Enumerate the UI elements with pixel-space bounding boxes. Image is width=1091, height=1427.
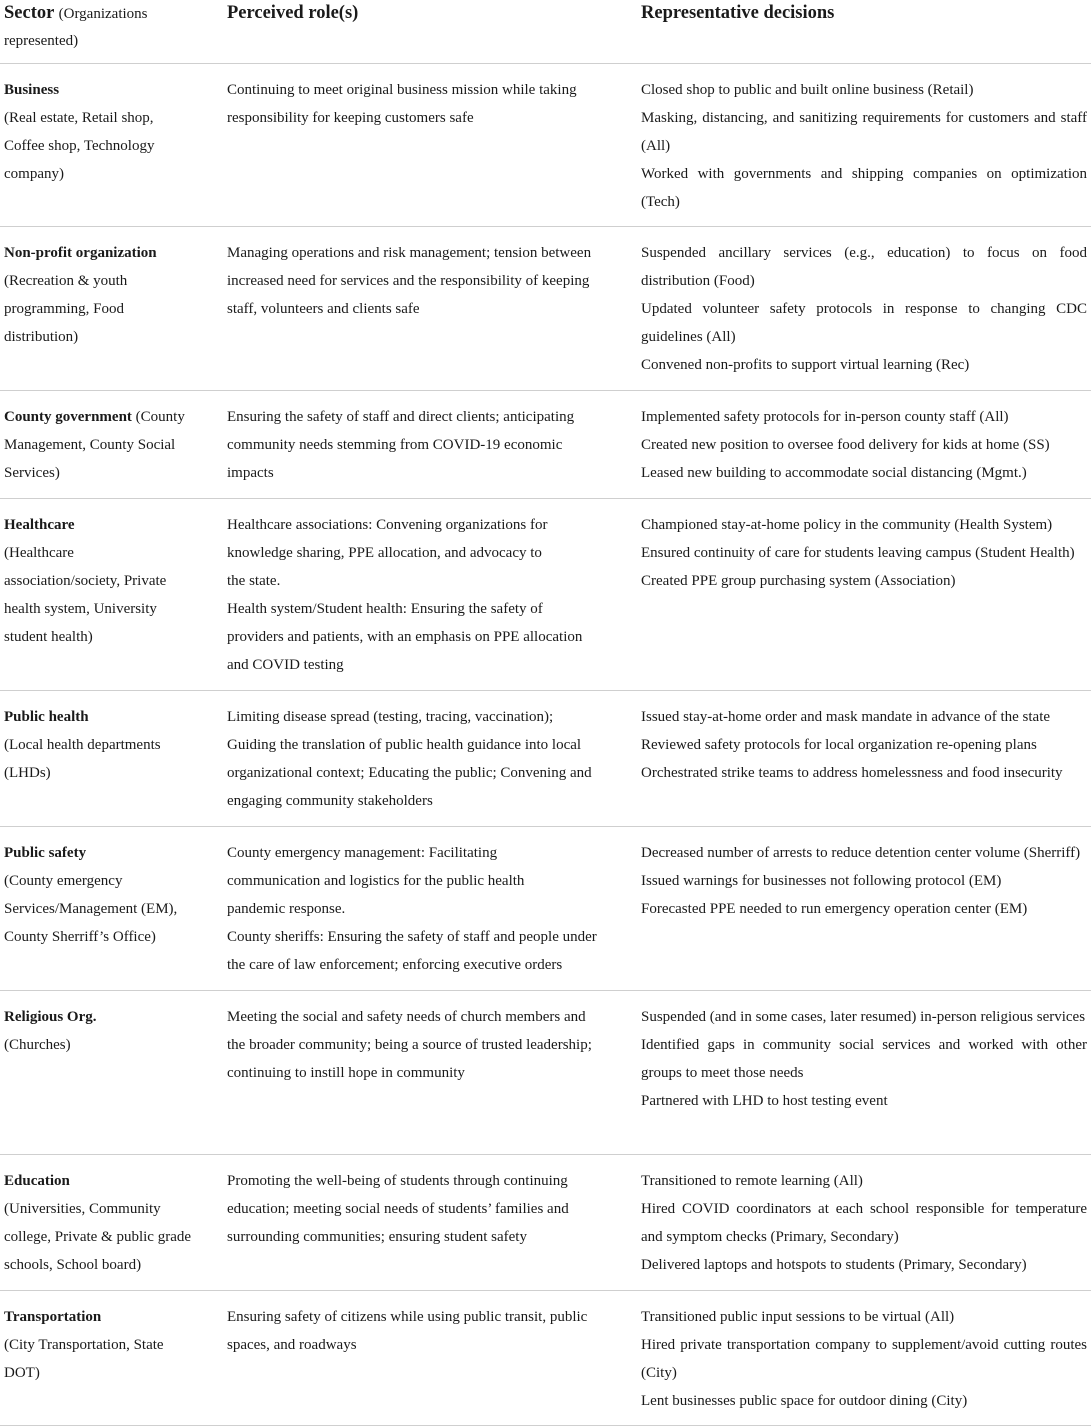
decision-item: Implemented safety protocols for in-person county staff (All) [641,409,1009,425]
roles-cell [227,1303,609,1359]
role-line: the broader community; being a source of trusted leadership; [227,1037,592,1053]
sector-orgs-line: DOT) [4,1365,40,1381]
decisions-cell [641,703,1087,787]
decision-item: Issued warnings for businesses not following protocol (EM) [641,873,1002,889]
decision-item: Created PPE group purchasing system (Association) [641,573,956,589]
sector-orgs-line: County Sherriff’s Office) [4,929,156,945]
role-line: Guiding the translation of public health guidance into local [227,737,582,753]
header-representative-decisions: Representative decisions [641,3,835,23]
role-line: County emergency management: Facilitating [227,845,498,861]
role-line: the state. [227,573,281,589]
role-line: organizational context; Educating the public; Convening and [227,765,592,781]
sector-orgs-line: (County [131,409,185,425]
table-row [0,227,1091,391]
sector-cell [4,1167,204,1279]
roles-cell [227,1003,609,1087]
role-line: Limiting disease spread (testing, tracing, vaccination); [227,709,554,725]
decision-item: Decreased number of arrests to reduce detention center volume (Sherriff) [641,845,1081,861]
sector-cell [4,239,204,351]
sector-name: Education [4,1173,70,1189]
sector-name: County government [4,409,132,425]
decision-item: Hired COVID coordinators at each school responsible for temperature and symptom checks (Primary, Secondary) [641,1201,1087,1245]
header-perceived-roles: Perceived role(s) [227,3,359,23]
decision-item: Orchestrated strike teams to address homelessness and food insecurity [641,765,1063,781]
decision-item: Worked with governments and shipping companies on optimization (Tech) [641,166,1087,210]
role-line: continuing to instill hope in community [227,1065,465,1081]
sector-orgs-line: (Local health departments [4,737,161,753]
sector-orgs-line: Services/Management (EM), [4,901,178,917]
role-line: Continuing to meet original business mission while taking [227,82,577,98]
header-sector [4,0,204,54]
roles-cell [227,703,609,815]
sector-orgs-line: Services) [4,465,60,481]
decision-item: Ensured continuity of care for students leaving campus (Student Health) [641,545,1075,561]
roles-cell [227,76,609,132]
role-line: the care of law enforcement; enforcing executive orders [227,957,563,973]
decisions-cell [641,511,1087,595]
sector-orgs-line: college, Private & public grade [4,1229,192,1245]
role-line: responsibility for keeping customers safe [227,110,474,126]
sector-cell [4,511,204,651]
sector-name: Public health [4,709,89,725]
sector-orgs-line: Coffee shop, Technology [4,138,155,154]
role-line: pandemic response. [227,901,346,917]
role-line: communication and logistics for the public health [227,873,525,889]
role-line: providers and patients, with an emphasis on PPE allocation [227,629,583,645]
table-row [0,691,1091,827]
header-sector-title: Sector [4,3,54,23]
role-line: Healthcare associations: Convening organizations for [227,517,548,533]
decisions-cell [641,403,1087,487]
decision-item: Suspended (and in some cases, later resumed) in-person religious services [641,1009,1086,1025]
decision-item: Championed stay-at-home policy in the community (Health System) [641,517,1053,533]
sector-name: Transportation [4,1309,102,1325]
decisions-cell [641,76,1087,216]
decision-item: Transitioned to remote learning (All) [641,1173,863,1189]
role-line: Meeting the social and safety needs of church members and [227,1009,586,1025]
decision-item: Lent businesses public space for outdoor dining (City) [641,1393,968,1409]
role-line: spaces, and roadways [227,1337,357,1353]
table-row [0,827,1091,991]
role-line: surrounding communities; ensuring student safety [227,1229,527,1245]
roles-cell [227,1167,609,1251]
decisions-cell [641,1303,1087,1415]
decision-item: Delivered laptops and hotspots to students (Primary, Secondary) [641,1257,1027,1273]
decision-item: Convened non-profits to support virtual learning (Rec) [641,357,970,373]
decision-item: Suspended ancillary services (e.g., education) to focus on food distribution (Food) [641,245,1087,289]
decision-item: Forecasted PPE needed to run emergency operation center (EM) [641,901,1028,917]
decision-item: Updated volunteer safety protocols in response to changing CDC guidelines (All) [641,301,1087,345]
header-sector-subtitle: (Organizations represented) [4,6,148,49]
table-row [0,391,1091,499]
sector-orgs-line: (Universities, Community [4,1201,161,1217]
role-line: education; meeting social needs of students’ families and [227,1201,569,1217]
sector-orgs-line: programming, Food [4,301,124,317]
sector-orgs-line: student health) [4,629,93,645]
role-line: staff, volunteers and clients safe [227,301,420,317]
sector-orgs-line: (Recreation & youth [4,273,128,289]
role-line: community needs stemming from COVID-19 economic [227,437,563,453]
decisions-cell [641,839,1087,923]
decision-item: Identified gaps in community social services and worked with other groups to meet those needs [641,1037,1087,1081]
decisions-cell [641,1167,1087,1279]
role-line: increased need for services and the responsibility of keeping [227,273,590,289]
sector-orgs-line: (Churches) [4,1037,71,1053]
role-line: Managing operations and risk management; tension between [227,245,592,261]
table-row [0,499,1091,691]
roles-cell [227,839,609,979]
sector-orgs-line: association/society, Private [4,573,167,589]
decision-item: Closed shop to public and built online business (Retail) [641,82,974,98]
sector-orgs-line: (City Transportation, State [4,1337,164,1353]
role-line: impacts [227,465,274,481]
sector-orgs-line: (Real estate, Retail shop, [4,110,154,126]
table-header [0,0,1091,64]
role-line: and COVID testing [227,657,344,673]
sector-name: Public safety [4,845,87,861]
sector-orgs-line: health system, University [4,601,157,617]
sector-orgs-line: schools, School board) [4,1257,142,1273]
sector-name: Healthcare [4,517,75,533]
role-line: Promoting the well-being of students through continuing [227,1173,568,1189]
role-line: knowledge sharing, PPE allocation, and advocacy to [227,545,542,561]
sector-cell [4,1303,204,1387]
role-line: County sheriffs: Ensuring the safety of staff and people under [227,929,597,945]
role-line: Health system/Student health: Ensuring the safety of [227,601,543,617]
sector-orgs-line: Management, County Social [4,437,176,453]
decision-item: Hired private transportation company to supplement/avoid cutting routes (City) [641,1337,1087,1381]
decision-item: Leased new building to accommodate social distancing (Mgmt.) [641,465,1027,481]
sector-name: Religious Org. [4,1009,97,1025]
table-row [0,1155,1091,1291]
sector-orgs-line: (LHDs) [4,765,51,781]
sector-name: Non-profit organization [4,245,157,261]
role-line: Ensuring the safety of staff and direct clients; anticipating [227,409,575,425]
sector-orgs-line: company) [4,166,64,182]
table-row [0,991,1091,1155]
decision-item: Partnered with LHD to host testing event [641,1093,888,1109]
sector-cell [4,703,204,787]
decisions-cell [641,239,1087,379]
roles-cell [227,239,609,323]
table-row [0,64,1091,227]
roles-cell [227,511,609,679]
sector-cell [4,76,204,188]
sector-orgs-line: distribution) [4,329,79,345]
sector-cell [4,1003,204,1059]
decisions-cell [641,1003,1087,1115]
decision-item: Masking, distancing, and sanitizing requirements for customers and staff (All) [641,110,1087,154]
sector-orgs-line: (County emergency [4,873,123,889]
sector-cell [4,839,204,951]
decision-item: Reviewed safety protocols for local organization re-opening plans [641,737,1037,753]
decision-item: Issued stay-at-home order and mask mandate in advance of the state [641,709,1051,725]
role-line: Ensuring safety of citizens while using public transit, public [227,1309,588,1325]
sector-name: Business [4,82,60,98]
role-line: engaging community stakeholders [227,793,433,809]
table-row [0,1291,1091,1426]
sector-cell [4,403,204,487]
sector-orgs-line: (Healthcare [4,545,74,561]
roles-cell [227,403,609,487]
decision-item: Created new position to oversee food delivery for kids at home (SS) [641,437,1050,453]
decision-item: Transitioned public input sessions to be virtual (All) [641,1309,955,1325]
